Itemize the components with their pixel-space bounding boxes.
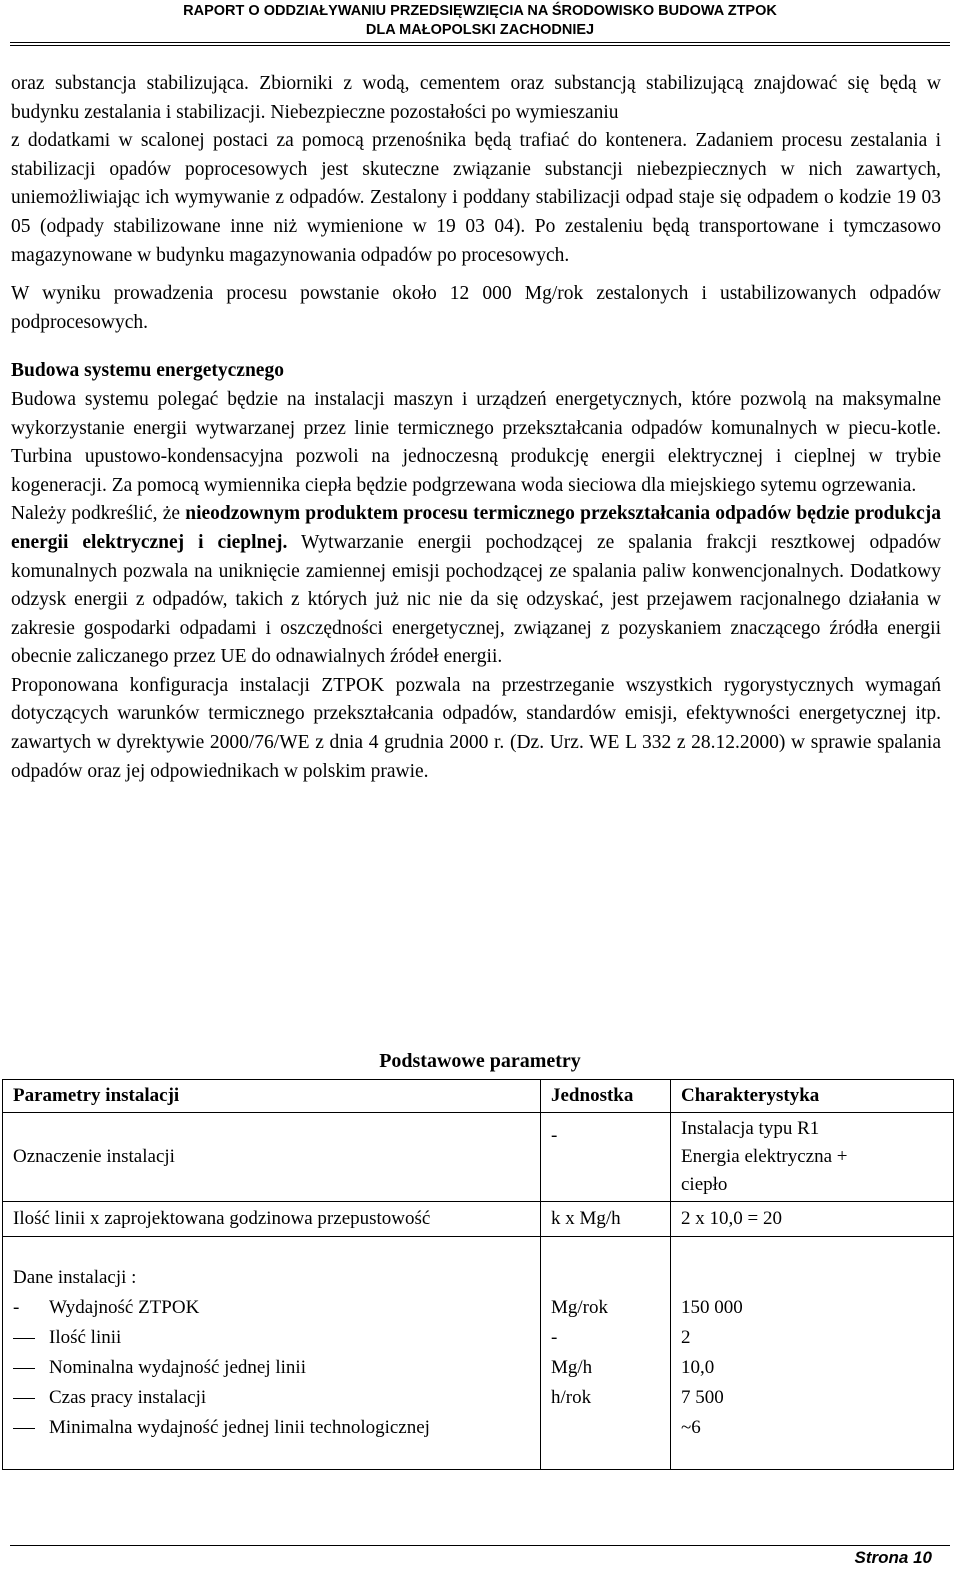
char-line-3: ciepło xyxy=(681,1174,728,1195)
item-value: 10,0 xyxy=(681,1357,715,1378)
cell-unit: - xyxy=(541,1113,671,1202)
cell-unit-list xyxy=(541,1237,671,1470)
paragraph-2: W wyniku prowadzenia procesu powstanie około 12 000 Mg/rok zestalonych i ustabilizowanych odpadów podprocesowych. xyxy=(11,283,941,333)
dash-mark: - xyxy=(13,1297,20,1318)
header-char: Charakterystyka xyxy=(671,1080,954,1113)
dash-mark xyxy=(13,1398,35,1399)
cell-char: 2 x 10,0 = 20 xyxy=(671,1202,954,1237)
header-param: Parametry instalacji xyxy=(3,1080,541,1113)
document-body xyxy=(11,70,941,786)
char-line-2: Energia elektryczna + xyxy=(681,1146,848,1167)
paragraph-4-start: Należy podkreślić, że xyxy=(11,503,186,525)
page-header xyxy=(0,2,960,40)
dash-mark xyxy=(13,1338,35,1339)
item-unit: Mg/h xyxy=(551,1357,593,1378)
item-label: Czas pracy instalacji xyxy=(49,1387,207,1408)
item-label: Ilość linii xyxy=(49,1327,122,1348)
item-value: ~6 xyxy=(681,1417,701,1438)
footer-rule xyxy=(10,1545,950,1546)
item-unit: h/rok xyxy=(551,1387,592,1408)
list-item xyxy=(13,1383,530,1413)
paragraph-1b: z dodatkami w scalonej postaci za pomocą przenośnika będą trafiać do kontenera. Zadaniem procesu zestalania i stabilizacji opadów poprocesowych jest skuteczne związanie substancji niebezpiecznych w nich zawartych, uniemożliwiając ich wymywanie z odpadów. Zestalony i poddany stabilizacji odpad staje się odpadem o kodzie 19 03 05 (odpady stabilizowane inne niż wymienione w 19 03 04). Po zestaleniu będą transportowane i tymczasowo magazynowane w budynku magazynowania odpadów po procesowych. xyxy=(11,130,941,266)
data-title: Dane instalacji : xyxy=(13,1267,137,1288)
paragraph-4-end: Wytwarzanie energii pochodzącej ze spalania frakcji resztkowej odpadów komunalnych pozwala na uniknięcie zamiennej emisji pochodzącej ze spalania paliw konwencjonalnych. Dodatkowy odzysk energii z odpadów, takich z których już nic nie da się odzyskać, jest przejawem racjonalnego działania w zakresie gospodarki odpadami i oszczędności energetycznej, związanej z pozyskaniem znaczącego źródła energii obecnie zaliczanego przez UE do odnawialnych źródeł energii. xyxy=(11,531,941,668)
section-heading: Budowa systemu energetycznego xyxy=(11,360,284,382)
cell-param: Oznaczenie instalacji xyxy=(3,1113,541,1202)
header-rule xyxy=(10,42,950,43)
item-label: Minimalna wydajność jednej linii technologicznej xyxy=(49,1417,430,1438)
header-line-1: RAPORT O ODDZIAŁYWANIU PRZEDSIĘWZIĘCIA NA ŚRODOWISKO BUDOWA ZTPOK xyxy=(183,3,777,19)
item-value: 150 000 xyxy=(681,1297,743,1318)
item-value: 7 500 xyxy=(681,1387,724,1408)
item-value: 2 xyxy=(681,1327,691,1348)
table-row xyxy=(3,1202,954,1237)
cell-unit: k x Mg/h xyxy=(541,1202,671,1237)
item-unit: Mg/rok xyxy=(551,1297,608,1318)
header-unit: Jednostka xyxy=(541,1080,671,1113)
paragraph-4-bold: nieodzownym produktem procesu termicznego przekształcania odpadów będzie produkcja energii elektrycznej i cieplnej. xyxy=(11,503,941,553)
table-header-row xyxy=(3,1080,954,1113)
header-line-2: DLA MAŁOPOLSKI ZACHODNIEJ xyxy=(365,22,595,38)
item-unit xyxy=(551,1413,660,1443)
paragraph-4 xyxy=(11,500,941,672)
cell-param: Ilość linii x zaprojektowana godzinowa przepustowość xyxy=(3,1202,541,1237)
page-number: Strona 10 xyxy=(854,1548,932,1567)
list-item xyxy=(13,1413,530,1443)
paragraph-3: Budowa systemu polegać będzie na instalacji maszyn i urządzeń energetycznych, które pozwolą na maksymalne wykorzystanie energii wytwarzanej przez linie termicznego przekształcania odpadów komunalnych w piecu-kotle. Turbina upustowo-kondensacyjna pozwoli na jednoczesną produkcję energii elektrycznej i cieplnej w trybie kogeneracji. Za pomocą wymiennika ciepła będzie podgrzewana woda sieciowa dla miejskiego sytemu ogrzewania. xyxy=(11,388,941,496)
item-unit: - xyxy=(551,1327,558,1348)
table-row xyxy=(3,1113,954,1202)
paragraph-5: Proponowana konfiguracja instalacji ZTPOK pozwala na przestrzeganie wszystkich rygorystycznych wymagań dotyczących warunków termicznego przekształcania odpadów, standardów emisji, efektywności energetycznej itp. zawartych w dyrektywie 2000/76/WE z dnia 4 grudnia 2000 r. (Dz. Urz. WE L 332 z 28.12.2000) w sprawie spalania odpadów oraz jej odpowiednikach w polskim prawie. xyxy=(11,674,941,782)
cell-char xyxy=(671,1113,954,1202)
table-row xyxy=(3,1237,954,1470)
dash-mark xyxy=(13,1428,35,1429)
list-item xyxy=(13,1293,530,1323)
parameters-table xyxy=(2,1079,954,1470)
dash-mark xyxy=(13,1368,35,1369)
item-label: Nominalna wydajność jednej linii xyxy=(49,1357,306,1378)
list-item xyxy=(13,1353,530,1383)
list-item xyxy=(13,1323,530,1353)
cell-value-list xyxy=(671,1237,954,1470)
header-rule-2 xyxy=(10,45,950,46)
table-title: Podstawowe parametry xyxy=(379,1050,581,1072)
item-label: Wydajność ZTPOK xyxy=(49,1297,200,1318)
char-line-1: Instalacja typu R1 xyxy=(681,1118,820,1139)
paragraph-1: oraz substancja stabilizująca. Zbiorniki z wodą, cementem oraz substancją stabilizującą znajdować się będą w budynku zestalania i stabilizacji. Niebezpieczne pozostałości po wymieszaniu xyxy=(11,73,941,123)
cell-param-list xyxy=(3,1237,541,1470)
